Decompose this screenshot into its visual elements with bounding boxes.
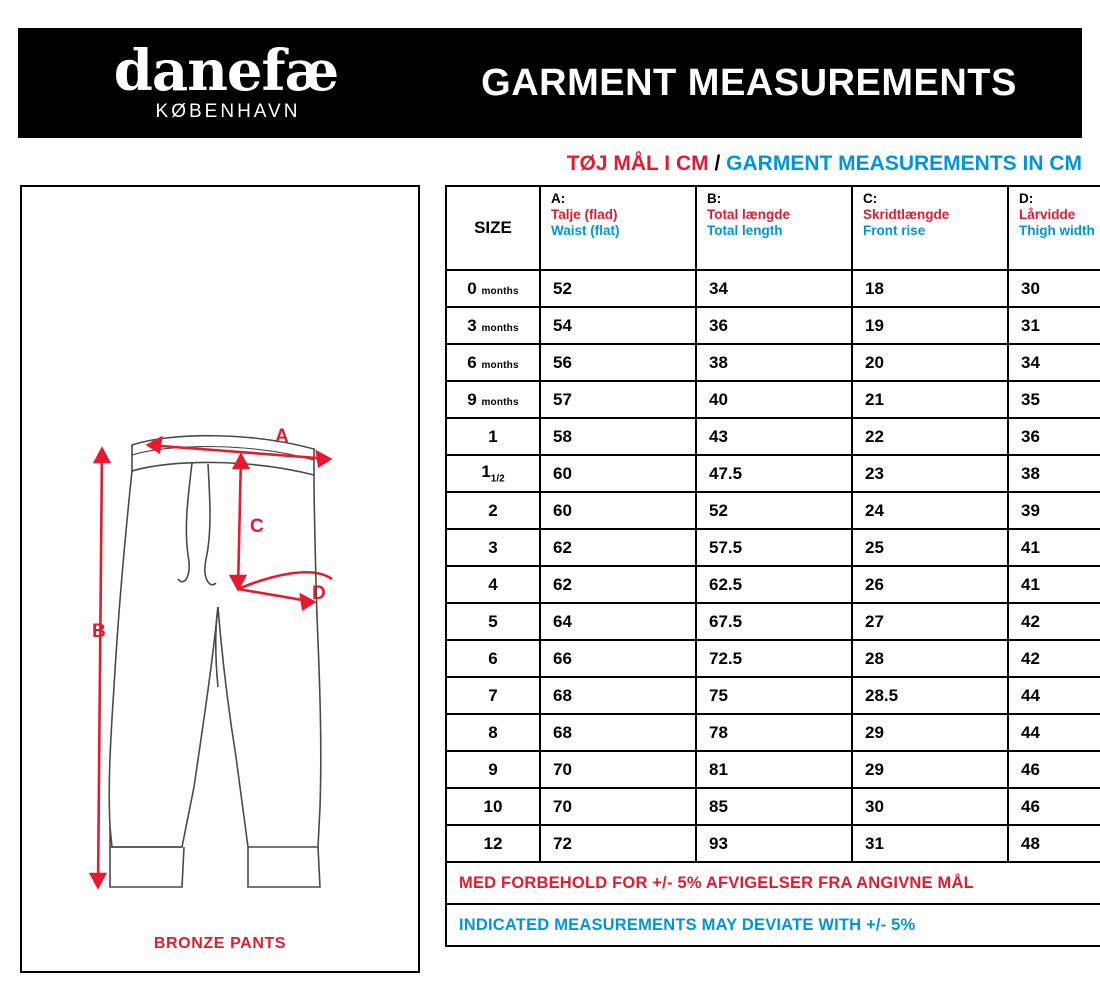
header-col-d <box>1008 186 1100 270</box>
cell-measure-c: 30 <box>852 788 1008 825</box>
cell-size <box>446 270 540 307</box>
table-row <box>446 418 1100 455</box>
cell-measure-a: 57 <box>540 381 696 418</box>
table-body <box>446 270 1100 862</box>
cell-measure-a: 66 <box>540 640 696 677</box>
cell-measure-b: 67.5 <box>696 603 852 640</box>
size-unit: months <box>481 359 519 371</box>
table-row <box>446 307 1100 344</box>
cell-measure-c: 25 <box>852 529 1008 566</box>
label-b: B <box>92 621 106 642</box>
cell-size <box>446 825 540 862</box>
header-col-b-danish: Total længde <box>707 207 790 222</box>
cell-measure-d: 48 <box>1008 825 1100 862</box>
cell-size <box>446 640 540 677</box>
table-row <box>446 381 1100 418</box>
cell-measure-b: 85 <box>696 788 852 825</box>
size-value: 1 <box>481 462 491 482</box>
cell-measure-a: 70 <box>540 751 696 788</box>
cell-measure-d: 46 <box>1008 788 1100 825</box>
size-unit: months <box>481 285 519 297</box>
header-col-a-letter: A: <box>551 191 566 206</box>
header-col-d-english: Thigh width <box>1019 223 1095 238</box>
cell-measure-a: 60 <box>540 492 696 529</box>
cell-measure-d: 36 <box>1008 418 1100 455</box>
table-row <box>446 640 1100 677</box>
size-value: 9 <box>488 759 498 779</box>
header-col-c-danish: Skridtlængde <box>863 207 950 222</box>
size-value: 0 <box>467 278 477 298</box>
cell-size <box>446 529 540 566</box>
cell-size <box>446 751 540 788</box>
note-row-english <box>446 904 1100 946</box>
size-value: 6 <box>467 352 477 372</box>
cell-measure-c: 31 <box>852 825 1008 862</box>
table-row <box>446 492 1100 529</box>
table-row <box>446 566 1100 603</box>
size-value: 8 <box>488 722 498 742</box>
size-value: 6 <box>488 648 498 668</box>
measurements-table-wrap <box>445 185 1095 947</box>
cell-measure-c: 28.5 <box>852 677 1008 714</box>
cell-measure-c: 20 <box>852 344 1008 381</box>
cell-measure-c: 27 <box>852 603 1008 640</box>
cell-measure-c: 26 <box>852 566 1008 603</box>
subtitle-separator: / <box>708 152 727 175</box>
cell-size <box>446 566 540 603</box>
brand-subtitle: KØBENHAVN <box>155 101 301 122</box>
cell-measure-b: 40 <box>696 381 852 418</box>
cell-measure-c: 18 <box>852 270 1008 307</box>
cell-size <box>446 603 540 640</box>
table-foot <box>446 862 1100 946</box>
cell-size <box>446 677 540 714</box>
table-row <box>446 788 1100 825</box>
cell-size <box>446 492 540 529</box>
cell-size <box>446 455 540 492</box>
pants-diagram <box>22 187 418 971</box>
cell-measure-d: 30 <box>1008 270 1100 307</box>
cell-measure-b: 72.5 <box>696 640 852 677</box>
cell-measure-b: 47.5 <box>696 455 852 492</box>
cell-measure-d: 34 <box>1008 344 1100 381</box>
cell-measure-b: 34 <box>696 270 852 307</box>
size-value: 2 <box>488 500 498 520</box>
label-a: A <box>275 426 289 447</box>
cell-measure-b: 38 <box>696 344 852 381</box>
size-value: 4 <box>488 574 498 594</box>
note-danish: MED FORBEHOLD FOR +/- 5% AFVIGELSER FRA ANGIVNE MÅL <box>446 862 1100 904</box>
cell-measure-c: 28 <box>852 640 1008 677</box>
header-col-d-letter: D: <box>1019 191 1034 206</box>
subtitle-english: GARMENT MEASUREMENTS IN CM <box>726 152 1082 175</box>
cell-measure-c: 23 <box>852 455 1008 492</box>
subtitle-danish: TØJ MÅL I CM <box>566 152 709 175</box>
cell-measure-b: 62.5 <box>696 566 852 603</box>
cell-measure-a: 72 <box>540 825 696 862</box>
table-row <box>446 529 1100 566</box>
size-unit: months <box>481 322 519 334</box>
cell-measure-d: 41 <box>1008 529 1100 566</box>
size-value: 7 <box>488 685 498 705</box>
size-value: 9 <box>467 389 477 409</box>
header-col-b-letter: B: <box>707 191 722 206</box>
note-english: INDICATED MEASUREMENTS MAY DEVIATE WITH +/- 5% <box>446 904 1100 946</box>
illustration-caption: BRONZE PANTS <box>153 935 287 952</box>
cell-measure-b: 36 <box>696 307 852 344</box>
table-row <box>446 455 1100 492</box>
cell-measure-d: 31 <box>1008 307 1100 344</box>
table-row <box>446 603 1100 640</box>
cell-measure-a: 68 <box>540 677 696 714</box>
cell-measure-b: 57.5 <box>696 529 852 566</box>
cell-measure-d: 46 <box>1008 751 1100 788</box>
size-value: 3 <box>488 537 498 557</box>
cell-measure-a: 70 <box>540 788 696 825</box>
cell-measure-b: 78 <box>696 714 852 751</box>
cell-measure-d: 42 <box>1008 640 1100 677</box>
label-c: C <box>250 516 264 537</box>
header-col-d-danish: Lårvidde <box>1019 207 1076 222</box>
cell-measure-b: 75 <box>696 677 852 714</box>
note-row-danish <box>446 862 1100 904</box>
table-row <box>446 825 1100 862</box>
table-header-row <box>446 186 1100 270</box>
table-row <box>446 270 1100 307</box>
cell-measure-d: 39 <box>1008 492 1100 529</box>
cell-measure-c: 19 <box>852 307 1008 344</box>
cell-measure-b: 93 <box>696 825 852 862</box>
cell-measure-d: 41 <box>1008 566 1100 603</box>
cell-measure-a: 54 <box>540 307 696 344</box>
cell-size <box>446 714 540 751</box>
cell-measure-a: 62 <box>540 566 696 603</box>
header-col-a-danish: Talje (flad) <box>551 207 618 222</box>
cell-size <box>446 344 540 381</box>
size-unit: months <box>481 396 519 408</box>
cell-measure-c: 22 <box>852 418 1008 455</box>
brand-logo <box>18 38 426 124</box>
cell-measure-d: 44 <box>1008 677 1100 714</box>
cell-size <box>446 418 540 455</box>
table-row <box>446 344 1100 381</box>
table-head <box>446 186 1100 270</box>
page-header <box>18 28 1082 138</box>
cell-measure-d: 42 <box>1008 603 1100 640</box>
cell-measure-c: 29 <box>852 714 1008 751</box>
cell-measure-d: 35 <box>1008 381 1100 418</box>
table-row <box>446 677 1100 714</box>
cell-measure-a: 56 <box>540 344 696 381</box>
cell-measure-d: 44 <box>1008 714 1100 751</box>
cell-measure-a: 64 <box>540 603 696 640</box>
table-row <box>446 751 1100 788</box>
header-col-b <box>696 186 852 270</box>
label-d: D <box>312 583 326 604</box>
cell-size <box>446 381 540 418</box>
cell-measure-b: 52 <box>696 492 852 529</box>
cell-measure-c: 24 <box>852 492 1008 529</box>
brand-name: danefæ <box>113 38 339 104</box>
cell-measure-a: 68 <box>540 714 696 751</box>
cell-measure-a: 52 <box>540 270 696 307</box>
illustration-panel <box>20 185 420 973</box>
cell-measure-a: 62 <box>540 529 696 566</box>
size-value: 12 <box>483 833 503 853</box>
size-fraction: 1/2 <box>490 473 505 485</box>
header-col-c-letter: C: <box>863 191 878 206</box>
cell-measure-b: 43 <box>696 418 852 455</box>
cell-measure-a: 58 <box>540 418 696 455</box>
cell-measure-c: 29 <box>852 751 1008 788</box>
cell-size <box>446 788 540 825</box>
header-col-b-english: Total length <box>707 223 783 238</box>
size-value: 1 <box>488 426 498 446</box>
header-col-c <box>852 186 1008 270</box>
measurements-table <box>445 185 1100 947</box>
measurement-subtitle <box>445 152 1082 176</box>
cell-measure-d: 38 <box>1008 455 1100 492</box>
header-col-a <box>540 186 696 270</box>
cell-size <box>446 307 540 344</box>
size-value: 3 <box>467 315 477 335</box>
table-row <box>446 714 1100 751</box>
size-value: 10 <box>483 796 503 816</box>
size-value: 5 <box>488 611 498 631</box>
cell-measure-c: 21 <box>852 381 1008 418</box>
header-col-c-english: Front rise <box>863 223 926 238</box>
header-col-a-english: Waist (flat) <box>551 223 620 238</box>
header-size: SIZE <box>446 186 540 270</box>
cell-measure-a: 60 <box>540 455 696 492</box>
page-title: GARMENT MEASUREMENTS <box>481 61 1017 104</box>
cell-measure-b: 81 <box>696 751 852 788</box>
